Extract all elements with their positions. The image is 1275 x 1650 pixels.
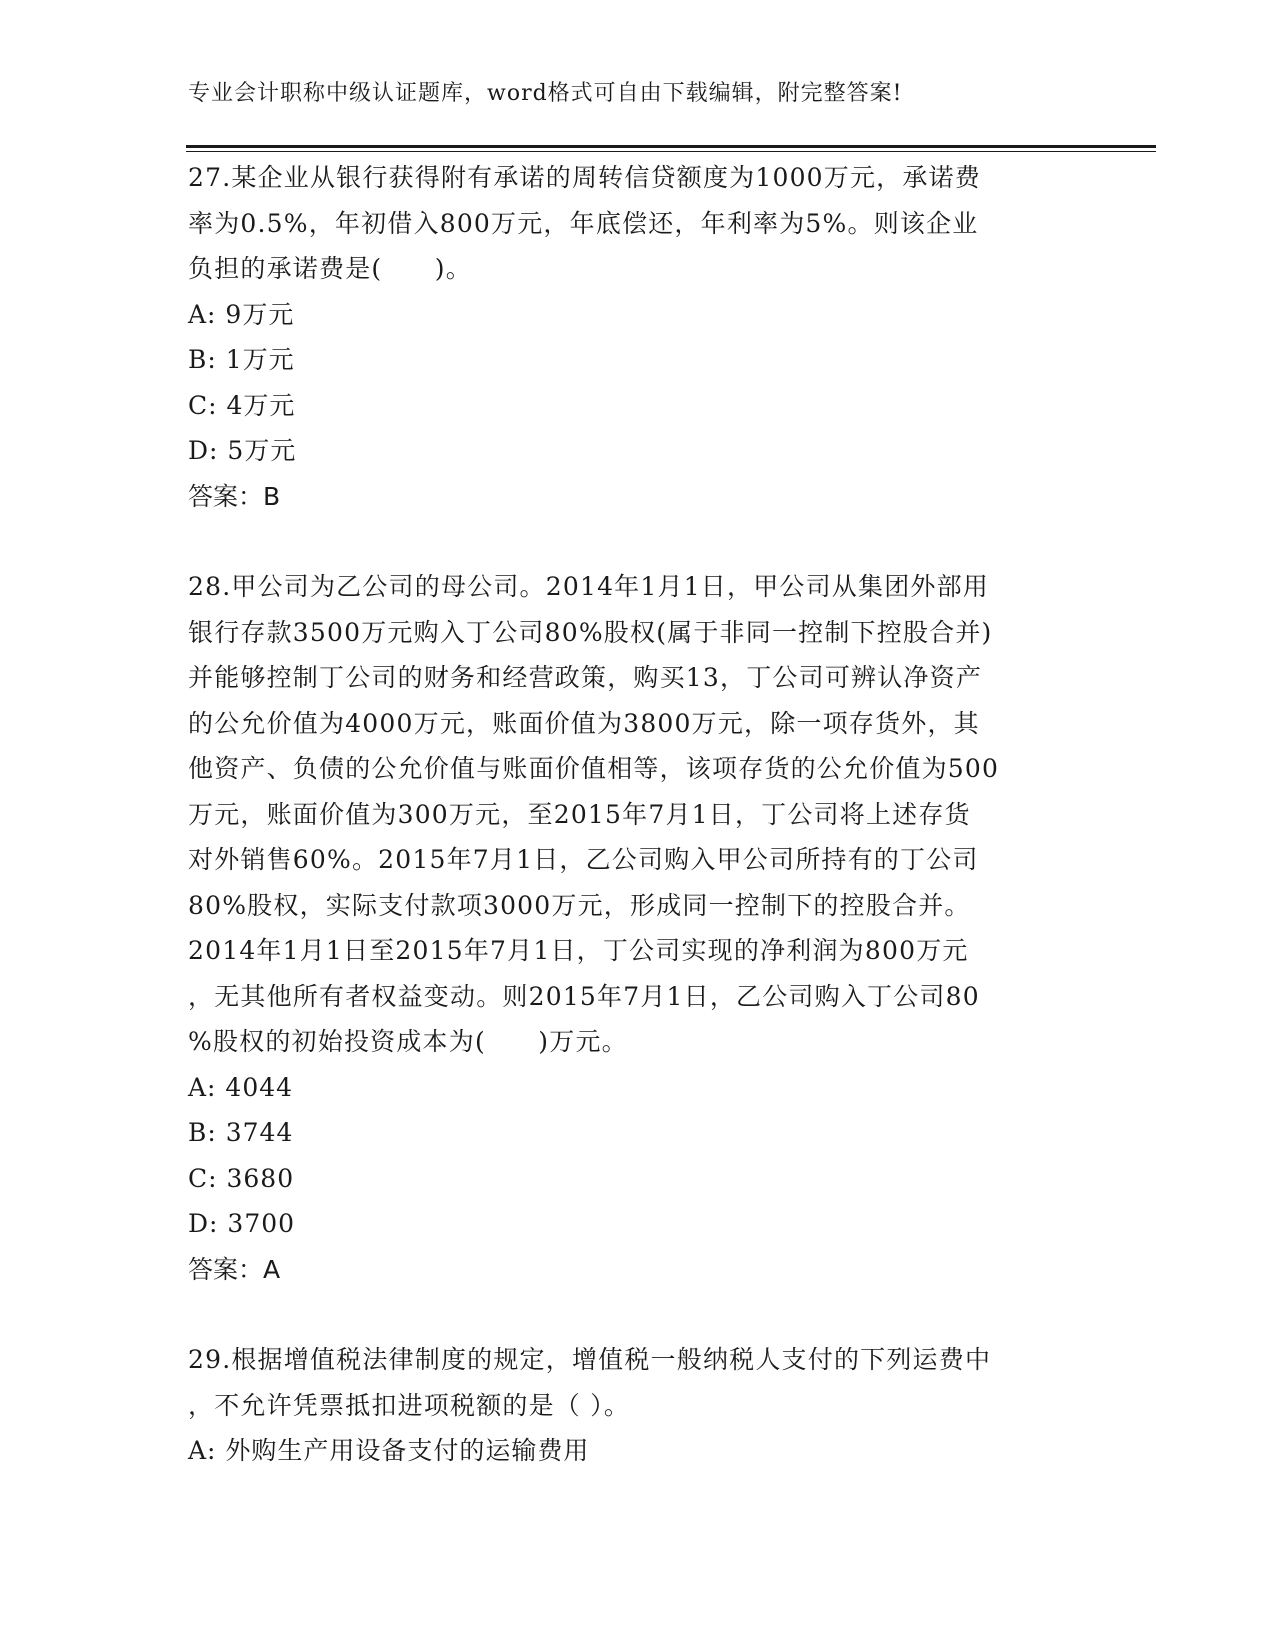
- header-rule-thin: [186, 151, 1156, 152]
- question-text-line: 并能够控制丁公司的财务和经营政策，购买13，丁公司可辨认净资产: [188, 663, 983, 692]
- question-text-line: 银行存款3500万元购入丁公司80%股权(属于非同一控制下控股合并): [188, 617, 993, 647]
- question-text-line: %股权的初始投资成本为( )万元。: [188, 1027, 628, 1056]
- spacer: [188, 1292, 1088, 1337]
- question-text-line: 29.根据增值税法律制度的规定，增值税一般纳税人支付的下列运费中: [188, 1345, 992, 1374]
- answer-label: 答案：B: [188, 481, 281, 511]
- page-header: 专业会计职称中级认证题库，word格式可自由下载编辑，附完整答案!: [188, 81, 903, 106]
- option-d: D: 5万元: [188, 436, 297, 465]
- question-text-line: 对外销售60%。2015年7月1日，乙公司购入甲公司所持有的丁公司: [188, 845, 979, 874]
- option-b: B: 1万元: [188, 345, 295, 374]
- question-text-line: 2014年1月1日至2015年7月1日，丁公司实现的净利润为800万元: [188, 936, 969, 965]
- option-c: C: 4万元: [188, 390, 296, 420]
- question-text-line: 的公允价值为4000万元，账面价值为3800万元，除一项存货外，其: [188, 708, 980, 738]
- option-a: A: 4044: [188, 1072, 294, 1102]
- question-text-line: 80%股权，实际支付款项3000万元，形成同一控制下的控股合并。: [188, 890, 971, 920]
- spacer: [188, 519, 1088, 564]
- option-d: D: 3700: [188, 1209, 296, 1238]
- option-c: C: 3680: [188, 1163, 295, 1193]
- option-b: B: 3744: [188, 1118, 294, 1147]
- question-text-line: 率为0.5%，年初借入800万元，年底偿还，年利率为5%。则该企业: [188, 208, 979, 238]
- question-list: [188, 155, 1088, 1474]
- header-rule-thick: [186, 145, 1156, 148]
- question-text-line: 27.某企业从银行获得附有承诺的周转信贷额度为1000万元，承诺费: [188, 163, 981, 192]
- question-text-line: ，不允许凭票抵扣进项税额的是（ ）。: [188, 1390, 631, 1420]
- question-text-line: 万元，账面价值为300万元，至2015年7月1日，丁公司将上述存货: [188, 799, 971, 829]
- question-29: [188, 1337, 1088, 1474]
- option-a: A: 9万元: [188, 299, 295, 329]
- question-text-line: ，无其他所有者权益变动。则2015年7月1日，乙公司购入丁公司80: [188, 981, 980, 1011]
- question-text-line: 负担的承诺费是( )。: [188, 254, 472, 283]
- question-text-line: 28.甲公司为乙公司的母公司。2014年1月1日，甲公司从集团外部用: [188, 572, 989, 601]
- question-28: [188, 564, 1088, 1292]
- option-a: A: 外购生产用设备支付的运输费用: [188, 1436, 590, 1465]
- question-text-line: 他资产、负债的公允价值与账面价值相等，该项存货的公允价值为500: [188, 754, 1000, 783]
- question-27: [188, 155, 1088, 519]
- answer-label: 答案：A: [188, 1254, 281, 1284]
